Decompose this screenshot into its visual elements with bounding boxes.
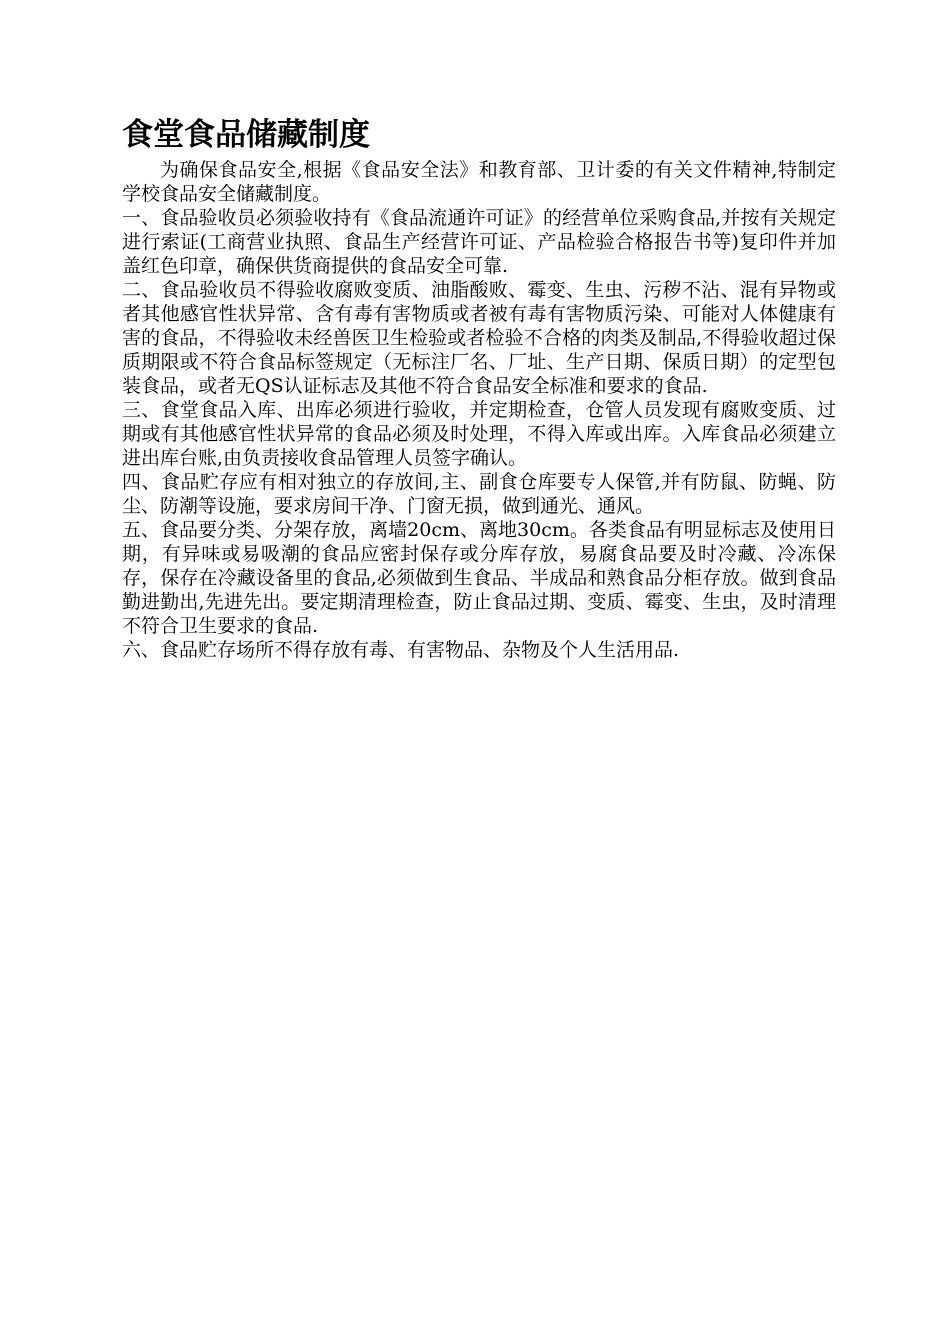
- rule-paragraph-6: 六、食品贮存场所不得存放有毒、有害物品、杂物及个人生活用品.: [122, 639, 680, 661]
- document-content: [122, 112, 836, 662]
- rule-paragraph-2: 二、食品验收员不得验收腐败变质、油脂酸败、霉变、生虫、污秽不沾、混有异物或者其他感官性状异常、含有毒有害物质或者被有毒有害物质污染、可能对人体健康有害的食品，不得验收未经兽医卫生检验或者检验不合格的肉类及制品,不得验收超过保质期限或不符合食品标签规定（无标注厂名、厂址、生产日期、保质日期）的定型包装食品，或者无QS认证标志及其他不符合食品安全标准和要求的食品.: [122, 279, 836, 397]
- rule-paragraph-1: 一、食品验收员必须验收持有《食品流通许可证》的经营单位采购食品,并按有关规定进行索证(工商营业执照、食品生产经营许可证、产品检验合格报告书等)复印件并加盖红色印章，确保供货商提供的食品安全可靠.: [122, 207, 836, 277]
- intro-paragraph: 为确保食品安全,根据《食品安全法》和教育部、卫计委的有关文件精神,特制定学校食品安全储藏制度。: [122, 159, 836, 205]
- document-title: 食堂食品储藏制度: [122, 117, 370, 153]
- rule-paragraph-4: 四、食品贮存应有相对独立的存放间,主、副食仓库要专人保管,并有防鼠、防蝇、防尘、防潮等设施，要求房间干净、门窗无损，做到通光、通风。: [122, 471, 836, 517]
- document-body: [122, 158, 836, 662]
- rule-paragraph-5: 五、食品要分类、分架存放，离墙20cm、离地30cm。各类食品有明显标志及使用日期，有异味或易吸潮的食品应密封保存或分库存放，易腐食品要及时冷藏、冷冻保存，保存在冷藏设备里的食品,必须做到生食品、半成品和熟食品分柜存放。做到食品勤进勤出,先进先出。要定期清理检查，防止食品过期、变质、霉变、生虫，及时清理不符合卫生要求的食品.: [122, 519, 836, 637]
- rule-paragraph-3: 三、食堂食品入库、出库必须进行验收，并定期检查，仓管人员发现有腐败变质、过期或有其他感官性状异常的食品必须及时处理，不得入库或出库。入库食品必须建立进出库台账,由负责接收食品管理人员签字确认。: [122, 399, 836, 469]
